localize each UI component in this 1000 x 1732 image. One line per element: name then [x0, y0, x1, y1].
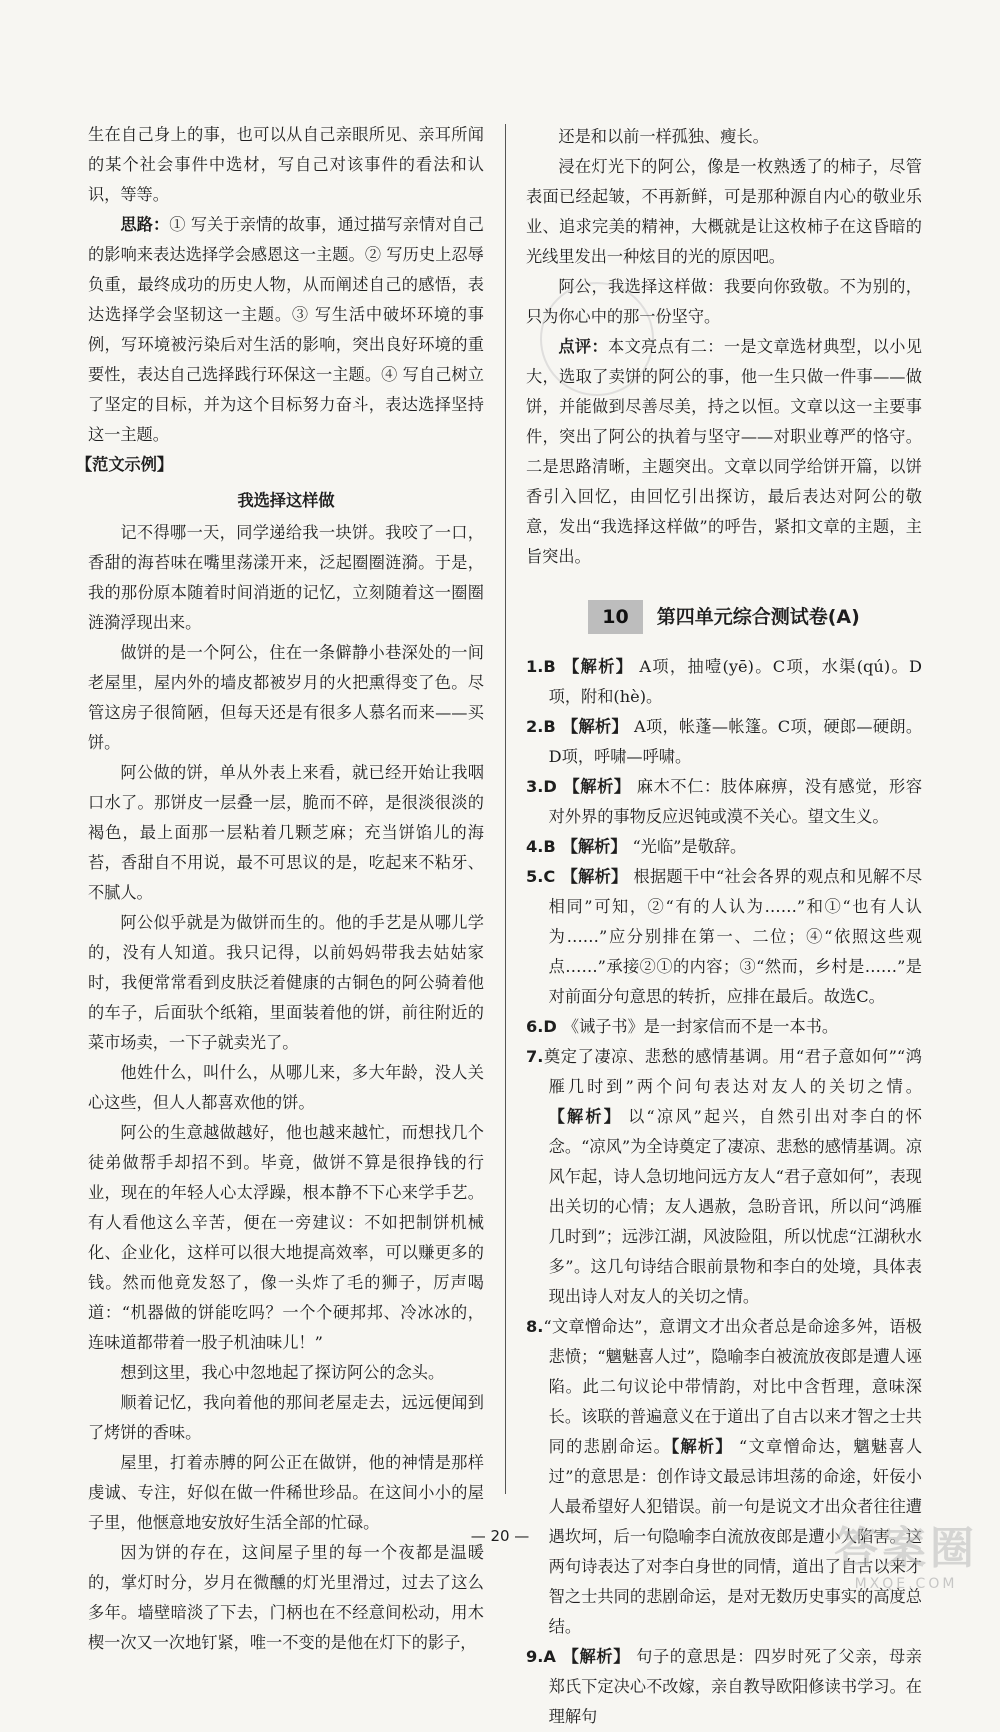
answer-number: 1.	[526, 657, 544, 676]
answer-letter: D	[543, 1017, 557, 1036]
answer-tag: 【解析】	[561, 867, 628, 886]
watermark	[834, 1512, 978, 1592]
answer-tag: 【解析】	[561, 1647, 631, 1666]
dianping-paragraph	[526, 332, 922, 572]
answer-item	[526, 712, 922, 772]
answer-number: 3.	[526, 777, 544, 796]
dianping-text: 本文亮点有二：一是文章选材典型，以小见大，选取了卖饼的阿公的事，他一生只做一件事——做饼，并能做到尽善尽美，持之以恒。文章以这一主要事件，突出了阿公的执着与坚守——对职业尊严的恪守。二是思路清晰，主题突出。文章以同学给饼开篇，以饼香引入回忆，由回忆引出探访，最后表达对阿公的敬意，发出“我选择这样做”的呼告，紧扣文章的主题，主旨突出。	[526, 337, 923, 566]
answer-item	[526, 862, 922, 1012]
answer-item	[526, 832, 922, 862]
left-column	[76, 120, 484, 1658]
answer-text: 句子的意思是：四岁时死了父亲，母亲郑氏下定决心不改嫁，亲自教导欧阳修读书学习。在理解句	[548, 1647, 922, 1726]
silu-label: 思路：	[120, 215, 170, 234]
essay-paragraph: 想到这里，我心中忽地起了探访阿公的念头。	[120, 1363, 445, 1382]
essay-paragraph: 做饼的是一个阿公，住在一条僻静小巷深处的一间老屋里，屋内外的墙皮都被岁月的火把熏得变了色。尽管这房子很简陋，但每天还是有很多人慕名而来——买饼。	[88, 643, 484, 752]
answer-item	[526, 1312, 922, 1642]
answer-letter: D	[543, 777, 557, 796]
essay-paragraph: 他姓什么，叫什么，从哪儿来，多大年龄，没人关心这些，但人人都喜欢他的饼。	[88, 1063, 484, 1112]
watermark-url: MXQE.COM	[854, 1576, 958, 1592]
essay-body-left	[88, 518, 484, 1658]
answer-text: “光临”是敬辞。	[632, 837, 747, 856]
answer-item	[526, 772, 922, 832]
answer-tag: 【解析】	[671, 1437, 733, 1456]
answer-text: 《诫子书》是一封家信而不是一本书。	[562, 1017, 839, 1036]
essay-paragraph: 记不得哪一天，同学递给我一块饼。我咬了一口，香甜的海苔味在嘴里荡漾开来，泛起圈圈涟漪。于是，我的那份原本随着时间消逝的记忆，立刻随着这一圈圈涟漪浮现出来。	[88, 523, 484, 632]
answer-item	[526, 652, 922, 712]
example-label: 【范文示例】	[76, 455, 174, 474]
answer-item	[526, 1012, 922, 1042]
answer-text: A项，抽噎(yē)。C项，水渠(qú)。D项，附和(hè)。	[548, 657, 923, 706]
essay-paragraph: 阿公的生意越做越好，他也越来越忙，而想找几个徒弟做帮手却招不到。毕竟，做饼不算是很挣钱的行业，现在的年轻人心太浮躁，根本静不下心来学手艺。有人看他这么辛苦，便在一旁建议：不如把制饼机械化、企业化，这样可以很大地提高效率，可以赚更多的钱。然而他竟发怒了，像一头炸了毛的狮子，厉声喝道：“机器做的饼能吃吗？一个个硬邦邦、冷冰冰的，连味道都带着一股子机油味儿！”	[88, 1123, 484, 1352]
answer-number: 2.	[526, 717, 544, 736]
answer-text: “文章憎命达，魑魅喜人过”的意思是：创作诗文最忌讳坦荡的命途，奸佞小人最希望好人犯错误。前一句是说文才出众者往往遭遇坎坷，后一句隐喻李白流放夜郎是遭小人陷害。这两句诗表达了对李白身世的同情，道出了自古以来才智之士共同的悲剧命运，是对无数历史事实的高度总结。	[548, 1437, 923, 1636]
answer-number: 9.	[526, 1647, 544, 1666]
answer-number: 4.	[526, 837, 544, 856]
answer-main: “文章憎命达”，意谓文才出众者总是命途多舛，语极悲愤；“魑魅喜人过”，隐喻李白被流放夜郎是遭人诬陷。此二句议论中带情韵，对比中含哲理，意味深长。该联的普遍意义在于道出了自古以来才智之士共同的悲剧命运。	[543, 1317, 922, 1456]
answer-number: 6.	[526, 1017, 544, 1036]
answer-number: 5.	[526, 867, 544, 886]
essay-paragraph: 屋里，打着赤膊的阿公正在做饼，他的神情是那样虔诚、专注，好似在做一件稀世珍品。在这间小小的屋子里，他惬意地安放好生活全部的忙碌。	[88, 1453, 484, 1532]
essay-title: 我选择这样做	[237, 491, 335, 510]
watermark-logo: 答案圈	[834, 1523, 978, 1574]
answer-text: A项，帐蓬—帐篷。C项，硬郎—硬朗。D项，呼啸—呼啸。	[548, 717, 923, 766]
right-column	[526, 122, 922, 1732]
unit-header	[526, 600, 922, 634]
dianping-label: 点评：	[558, 337, 609, 356]
answer-tag: 【解析】	[561, 837, 627, 856]
answer-main: 奠定了凄凉、悲愁的感情基调。用“君子意如何”“鸿雁几时到”两个问句表达对友人的关切之情。	[543, 1047, 922, 1096]
essay-paragraph: 阿公做的饼，单从外表上来看，就已经开始让我咽口水了。那饼皮一层叠一层，脆而不碎，是很淡很淡的褐色，最上面那一层粘着几颗芝麻；充当饼馅儿的海苔，香甜自不用说，最不可思议的是，吃起来不粘牙、不腻人。	[88, 763, 484, 902]
essay-paragraph: 还是和以前一样孤独、瘦长。	[558, 127, 769, 146]
answer-letter: A	[543, 1647, 556, 1666]
answer-number: 7.	[526, 1047, 544, 1066]
answer-tag: 【解析】	[562, 777, 631, 796]
answer-tag: 【解析】	[561, 717, 628, 736]
essay-paragraph: 阿公似乎就是为做饼而生的。他的手艺是从哪儿学的，没有人知道。我只记得，以前妈妈带我去姑姑家时，我便常常看到皮肤泛着健康的古铜色的阿公骑着他的车子，后面驮个纸箱，里面装着他的饼，前往附近的菜市场卖，一下子就卖光了。	[88, 913, 484, 1052]
silu-text: ① 写关于亲情的故事，通过描写亲情对自己的影响来表达选择学会感恩这一主题。② 写历史上忍辱负重，最终成功的历史人物，从而阐述自己的感悟，表达选择学会坚韧这一主题。③ 写生活中破坏环境的事例，写环境被污染后对生活的影响，突出良好环境的重要性，表达自己选择践行环保这一主题。④ 写自己树立了坚定的目标，并为这个目标努力奋斗，表达选择坚持这一主题。	[88, 215, 484, 444]
page-number: — 20 —	[470, 1527, 530, 1545]
silu-paragraph	[88, 210, 484, 450]
essay-paragraph: 浸在灯光下的阿公，像是一枚熟透了的柿子，尽管表面已经起皱，不再新鲜，可是那种源自内心的敬业乐业、追求完美的精神，大概就是让这枚柿子在这昏暗的光线里发出一种炫目的光的原因吧。	[526, 157, 922, 266]
essay-body-right	[526, 122, 922, 332]
answer-letter: B	[543, 837, 556, 856]
answer-letter: B	[543, 717, 556, 736]
answer-tag: 【解析】	[548, 1107, 623, 1126]
essay-paragraph: 因为饼的存在，这间屋子里的每一个夜都是温暖的，掌灯时分，岁月在微醺的灯光里滑过，过去了这么多年。墙壁暗淡了下去，门柄也在不经意间松动，用木楔一次又一次地钉紧，唯一不变的是他在灯下的影子，	[88, 1543, 484, 1652]
unit-number: 10	[588, 600, 642, 634]
answer-item	[526, 1642, 922, 1732]
answer-text: 麻木不仁：肢体麻痹，没有感觉，形容对外界的事物反应迟钝或漠不关心。望文生义。	[548, 777, 923, 826]
answer-letter: C	[543, 867, 556, 886]
answer-text: 以“凉风”起兴，自然引出对李白的怀念。“凉风”为全诗奠定了凄凉、悲愁的感情基调。凉风乍起，诗人急切地问远方友人“君子意如何”，表现出关切的心情；友人遇赦，急盼音讯，所以问“鸿雁几时到”；远涉江湖，风波险阻，所以忧虑“江湖秋水多”。这几句诗结合眼前景物和李白的处境，具体表现出诗人对友人的关切之情。	[548, 1107, 922, 1306]
answer-item	[526, 1042, 922, 1312]
answer-text: 根据题干中“社会各界的观点和见解不尽相同”可知，②“有的人认为……”和①“也有人认为……”应分别排在第一、二位；④“依照这些观点……”承接②①的内容；③“然而，乡村是……”是对前面分句意思的转折，应排在最后。故选C。	[548, 867, 923, 1006]
unit-title: 第四单元综合测试卷(A)	[656, 606, 860, 628]
answer-tag: 【解析】	[561, 657, 634, 676]
answer-number: 8.	[526, 1317, 544, 1336]
intro-paragraph: 生在自己身上的事，也可以从自己亲眼所见、亲耳所闻的某个社会事件中选材，写自己对该事件的看法和认识，等等。	[88, 125, 484, 204]
essay-paragraph: 顺着记忆，我向着他的那间老屋走去，远远便闻到了烤饼的香味。	[88, 1393, 484, 1442]
column-divider	[505, 124, 506, 1494]
answer-letter: B	[543, 657, 556, 676]
essay-paragraph: 阿公，我选择这样做：我要向你致敬。不为别的，只为你心中的那一份坚守。	[526, 277, 922, 326]
